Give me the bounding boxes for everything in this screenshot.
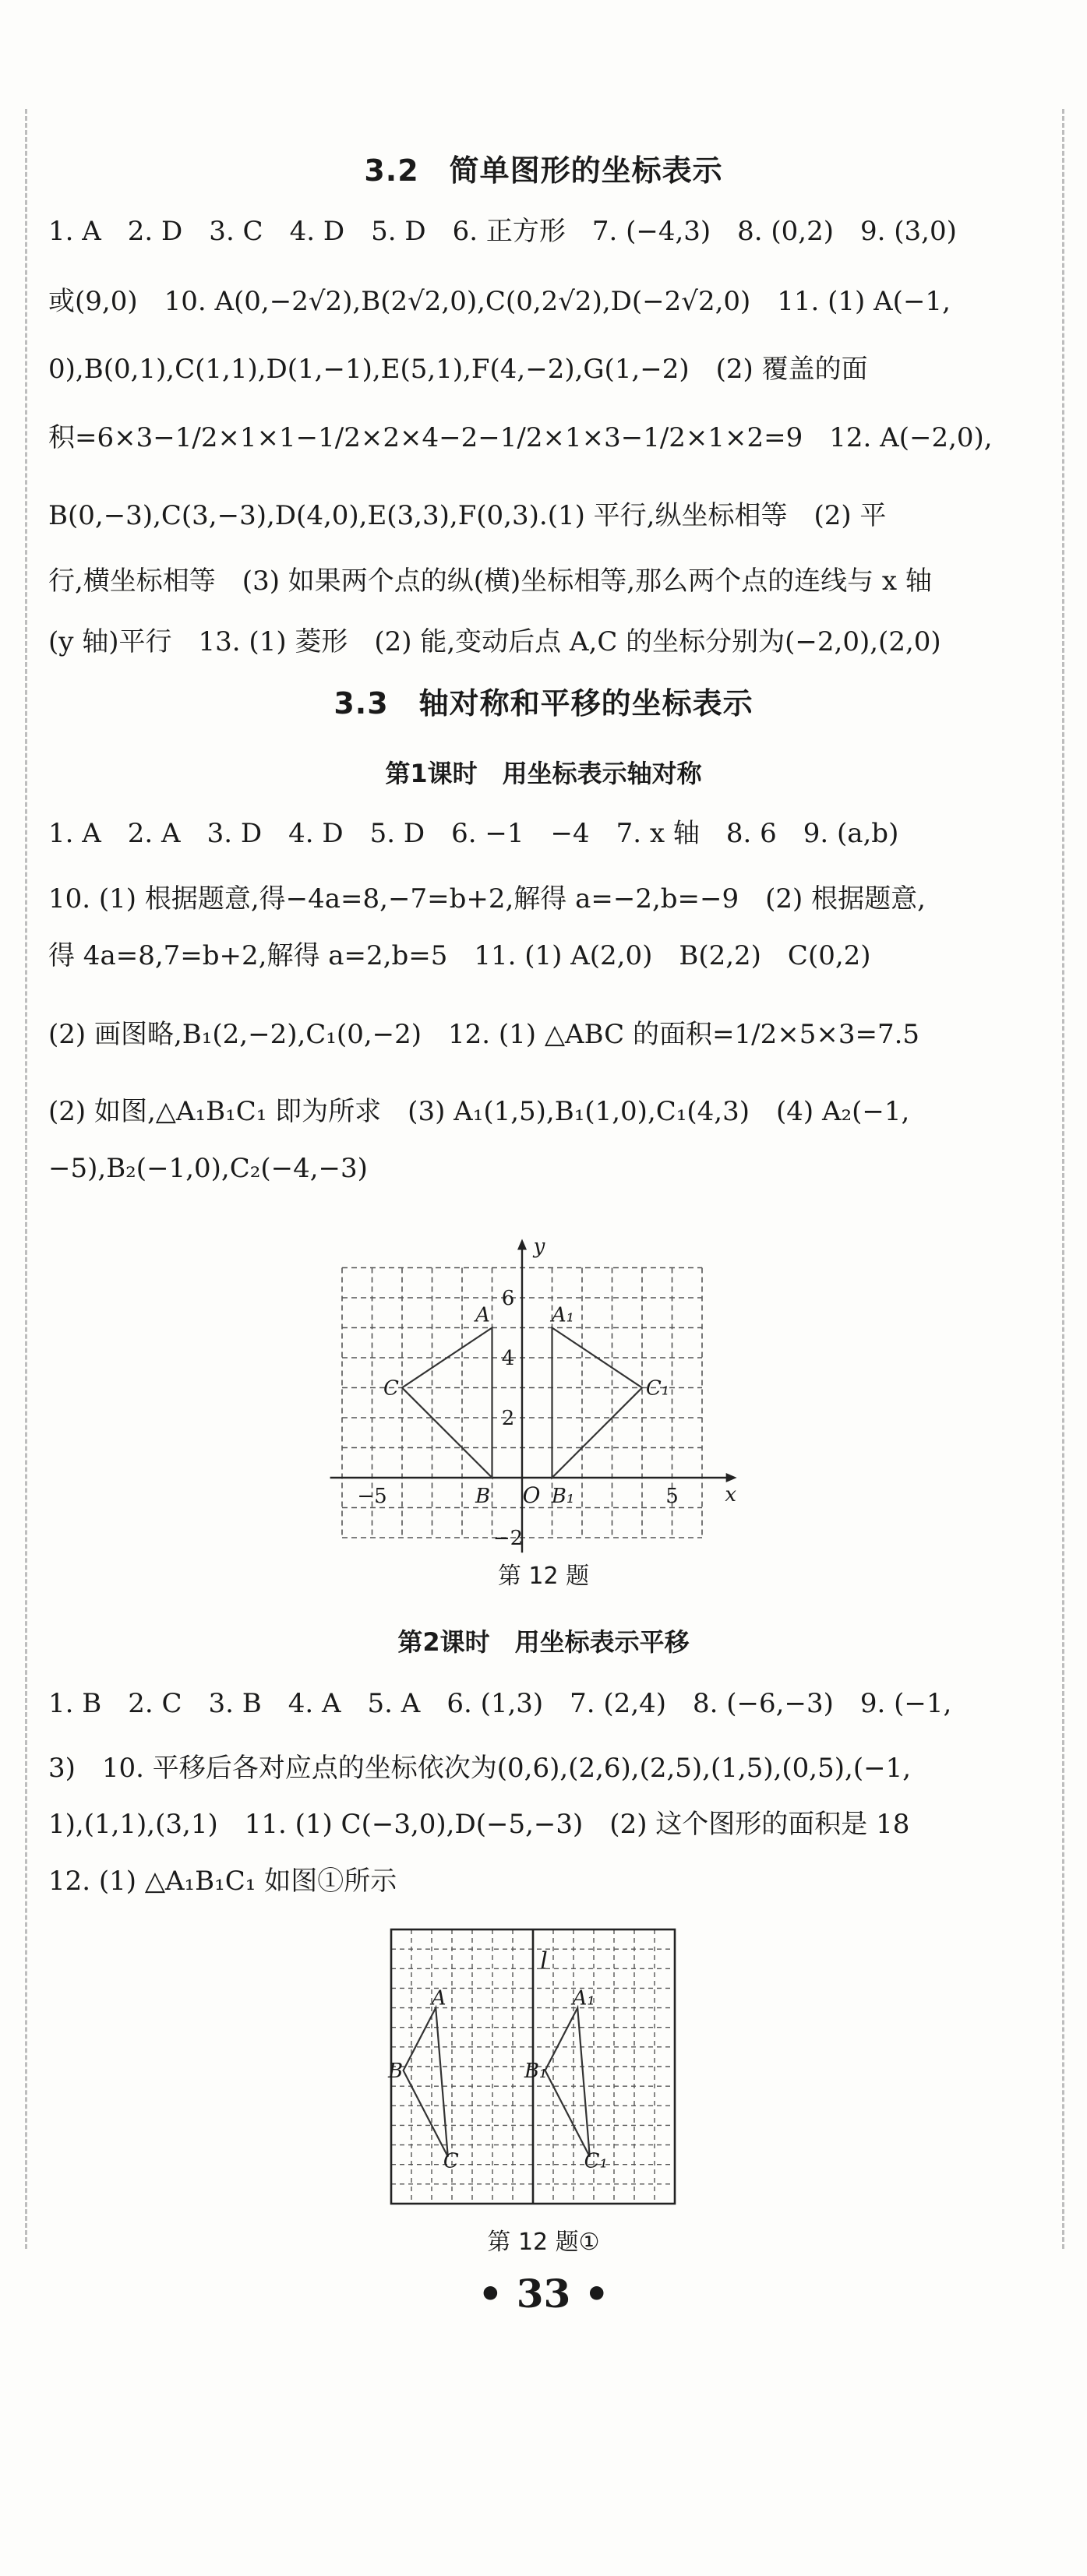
answer-line: B(0,−3),C(3,−3),D(4,0),E(3,3),F(0,3).(1) 平行,纵坐标相等 (2) 平 xyxy=(48,500,887,531)
x-tick-label: 5 xyxy=(665,1485,679,1508)
answer-line: 1. A 2. D 3. C 4. D 5. D 6. 正方形 7. (−4,3) 8. (0,2) 9. (3,0) xyxy=(48,216,957,247)
right-dashed-border xyxy=(1062,109,1064,2249)
answer-line: 得 4a=8,7=b+2,解得 a=2,b=5 11. (1) A(2,0) B(2,2) C(0,2) xyxy=(48,940,871,971)
vertex-label-b: B xyxy=(475,1485,491,1508)
answer-line: (2) 画图略,B₁(2,−2),C₁(0,−2) 12. (1) △ABC 的面积=1/2×5×3=7.5 xyxy=(48,1019,920,1050)
left-dashed-border xyxy=(25,109,27,2249)
vertex-label-c: C xyxy=(383,1376,399,1401)
x-axis-label: x xyxy=(725,1483,736,1506)
coordinate-figure xyxy=(312,1203,764,1554)
answer-line: 1. A 2. A 3. D 4. D 5. D 6. −1 −4 7. x 轴 8. 6 9. (a,b) xyxy=(48,818,899,849)
vertex-label-a1: A₁ xyxy=(551,1303,575,1327)
y-tick-label: 4 xyxy=(501,1347,515,1370)
section-3-3-title: 3.3 轴对称和平移的坐标表示 xyxy=(334,686,753,721)
x-tick-label: −5 xyxy=(357,1485,387,1508)
translation-figure xyxy=(382,1920,686,2216)
answer-line: 或(9,0) 10. A(0,−2√2),B(2√2,0),C(0,2√2),D(−2√2,0) 11. (1) A(−1, xyxy=(48,286,951,317)
lesson-2-title: 第2课时 用坐标表示平移 xyxy=(397,1627,690,1657)
triangle-a1b1c1 xyxy=(552,1328,643,1478)
figure-caption: 第 12 题① xyxy=(487,2229,600,2256)
figure-caption: 第 12 题 xyxy=(497,1563,590,1590)
y-tick-label: 2 xyxy=(501,1407,515,1430)
answer-line: 12. (1) △A₁B₁C₁ 如图①所示 xyxy=(48,1866,397,1897)
answer-line: 行,横坐标相等 (3) 如果两个点的纵(横)坐标相等,那么两个点的连线与 x 轴 xyxy=(48,566,932,597)
page-number: • 33 • xyxy=(478,2271,609,2317)
answer-line: 1. B 2. C 3. B 4. A 5. A 6. (1,3) 7. (2,4) 8. (−6,−3) 9. (−1, xyxy=(48,1688,952,1719)
vertex-label-a: A xyxy=(475,1303,490,1327)
answer-line: −5),B₂(−1,0),C₂(−4,−3) xyxy=(48,1153,368,1184)
vertex-label-a: A xyxy=(431,1986,446,2010)
answer-line: (2) 如图,△A₁B₁C₁ 即为所求 (3) A₁(1,5),B₁(1,0),C₁(4,3) (4) A₂(−1, xyxy=(48,1096,910,1127)
vertex-label-b1: B₁ xyxy=(524,2060,548,2084)
line-label-l: l xyxy=(540,1947,548,1975)
section-3-2-title: 3.2 简单图形的坐标表示 xyxy=(364,153,723,188)
triangle-a1b1c1 xyxy=(545,2008,590,2157)
answer-line: 积=6×3−1/2×1×1−1/2×2×4−2−1/2×1×3−1/2×1×2=9 12. A(−2,0), xyxy=(48,422,993,453)
answer-line: 10. (1) 根据题意,得−4a=8,−7=b+2,解得 a=−2,b=−9 (2) 根据题意, xyxy=(48,883,926,914)
y-tick-label: 6 xyxy=(501,1287,515,1310)
vertex-label-c1: C₁ xyxy=(584,2149,608,2173)
answer-line: 0),B(0,1),C(1,1),D(1,−1),E(5,1),F(4,−2),G(1,−2) (2) 覆盖的面 xyxy=(48,354,868,385)
answer-line: 1),(1,1),(3,1) 11. (1) C(−3,0),D(−5,−3) (2) 这个图形的面积是 18 xyxy=(48,1809,910,1840)
answer-line: 3) 10. 平移后各对应点的坐标依次为(0,6),(2,6),(2,5),(1,5),(0,5),(−1, xyxy=(48,1753,912,1784)
triangle-abc xyxy=(404,2008,448,2157)
lesson-1-title: 第1课时 用坐标表示轴对称 xyxy=(385,759,702,788)
triangle-abc xyxy=(402,1328,492,1478)
origin-label: O xyxy=(522,1482,541,1508)
vertex-label-a1: A₁ xyxy=(572,1986,595,2010)
answer-line: (y 轴)平行 13. (1) 菱形 (2) 能,变动后点 A,C 的坐标分别为(−2,0),(2,0) xyxy=(48,626,941,657)
vertex-label-c: C xyxy=(443,2149,459,2173)
vertex-label-b: B xyxy=(388,2060,404,2084)
vertex-label-b1: B₁ xyxy=(551,1485,575,1508)
y-axis-label: y xyxy=(533,1235,545,1259)
y-tick-label: −2 xyxy=(492,1527,524,1550)
vertex-label-c1: C₁ xyxy=(645,1376,670,1401)
y-axis-arrow xyxy=(517,1239,527,1250)
x-axis-arrow xyxy=(726,1473,737,1482)
